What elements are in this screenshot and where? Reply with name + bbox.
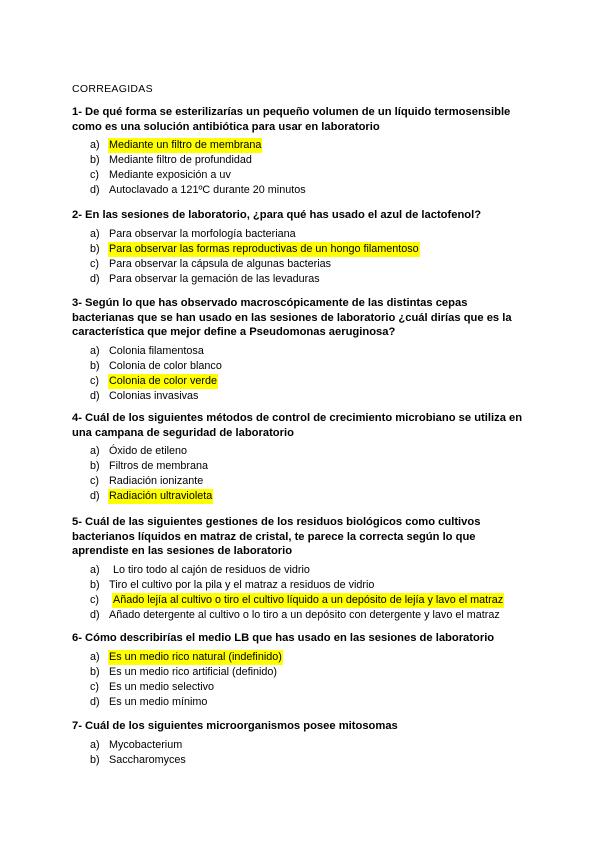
option-text: Colonia de color blanco <box>109 359 222 372</box>
option-letter: b) <box>90 359 100 372</box>
option-c <box>72 168 528 183</box>
option-text: Añado detergente al cultivo o lo tiro a un depósito con detergente y lavo el matraz <box>109 608 500 621</box>
document-header: CORREAGIDAS <box>72 83 153 95</box>
question-7 <box>72 719 528 768</box>
option-b <box>72 359 528 374</box>
option-text: Es un medio selectivo <box>109 680 215 693</box>
option-text: Mycobacterium <box>109 738 183 751</box>
option-a <box>72 650 528 665</box>
option-text: Óxido de etileno <box>109 445 188 457</box>
option-letter: c) <box>90 169 99 181</box>
option-letter: a) <box>90 139 100 151</box>
option-b <box>72 153 528 168</box>
option-text: Mediante filtro de profundidad <box>109 154 252 166</box>
option-a <box>72 138 528 153</box>
highlighted-answer: Mediante un filtro de membrana <box>109 139 262 151</box>
option-d <box>72 183 528 198</box>
option-c <box>72 474 528 489</box>
option-a <box>72 738 528 753</box>
option-letter: b) <box>90 242 100 255</box>
option-text: Radiación ionizante <box>109 475 204 487</box>
option-letter: d) <box>90 272 100 285</box>
question-text: 1- De qué forma se esterilizarías un pequeño volumen de un líquido termosensible como es una solución antibiótica para usar en laboratorio <box>72 106 511 133</box>
option-letter: d) <box>90 490 100 502</box>
option-letter: c) <box>90 257 99 270</box>
highlighted-answer: Colonia de color verde <box>109 374 218 387</box>
question-6 <box>72 631 528 710</box>
option-letter: c) <box>90 374 99 387</box>
option-list <box>72 650 528 710</box>
option-c <box>72 680 528 695</box>
option-text: Tiro el cultivo por la pila y el matraz a residuos de vidrio <box>109 578 375 591</box>
option-b <box>72 459 528 474</box>
highlighted-answer: Es un medio rico natural (indefinido) <box>109 650 282 663</box>
option-letter: b) <box>90 578 100 591</box>
option-a <box>72 227 528 242</box>
option-b <box>72 242 528 257</box>
option-list <box>72 444 528 504</box>
option-text: Autoclavado a 121ºC durante 20 minutos <box>109 184 306 196</box>
option-text: Filtros de membrana <box>109 460 209 472</box>
question-3 <box>72 296 528 404</box>
option-a <box>72 563 528 578</box>
option-b <box>72 578 528 593</box>
option-list <box>72 344 528 404</box>
highlighted-answer: Radiación ultravioleta <box>109 490 213 502</box>
option-letter: b) <box>90 753 100 766</box>
option-letter: b) <box>90 154 100 166</box>
option-text: Mediante exposición a uv <box>109 169 231 181</box>
option-text: Para observar la gemación de las levaduras <box>109 272 320 285</box>
option-letter: c) <box>90 475 99 487</box>
option-letter: a) <box>90 563 100 576</box>
option-text: Para observar la morfología bacteriana <box>109 227 296 240</box>
option-list <box>72 563 528 623</box>
option-letter: a) <box>90 227 100 240</box>
option-b <box>72 753 528 768</box>
highlighted-answer: Para observar las formas reproductivas de un hongo filamentoso <box>109 242 419 255</box>
question-text: 2- En las sesiones de laboratorio, ¿para qué has usado el azul de lactofenol? <box>72 209 482 221</box>
option-c <box>72 593 528 608</box>
option-text: Lo tiro todo al cajón de residuos de vidrio <box>113 563 310 576</box>
option-list <box>72 738 528 768</box>
option-a <box>72 344 528 359</box>
option-letter: b) <box>90 665 100 678</box>
option-text: Colonias invasivas <box>109 389 199 402</box>
option-letter: b) <box>90 460 100 472</box>
option-d <box>72 489 528 504</box>
question-text: 4- Cuál de los siguientes métodos de control de crecimiento microbiano se utiliza en una campana de seguridad de laboratorio <box>72 412 523 439</box>
question-text: 7- Cuál de los siguientes microorganismos posee mitosomas <box>72 720 398 732</box>
option-text: Es un medio rico artificial (definido) <box>109 665 278 678</box>
option-letter: a) <box>90 344 100 357</box>
option-d <box>72 272 528 287</box>
question-5 <box>72 515 528 623</box>
question-text: 6- Cómo describirías el medio LB que has usado en las sesiones de laboratorio <box>72 632 495 644</box>
question-text: 5- Cuál de las siguientes gestiones de los residuos biológicos como cultivos bacterianos líquidos en matraz de cristal, te parece la correcta según lo que aprendiste en las sesiones de laboratorio <box>72 516 481 557</box>
option-text: Saccharomyces <box>109 753 186 766</box>
question-1 <box>72 105 528 198</box>
option-list <box>72 138 528 198</box>
question-2 <box>72 208 528 287</box>
option-letter: c) <box>90 593 99 606</box>
option-text: Para observar la cápsula de algunas bacterias <box>109 257 332 270</box>
highlighted-answer: Añado lejía al cultivo o tiro el cultivo líquido a un depósito de lejía y lavo el matraz <box>113 593 504 606</box>
option-c <box>72 374 528 389</box>
question-4 <box>72 411 528 504</box>
option-letter: d) <box>90 389 100 402</box>
option-d <box>72 608 528 623</box>
option-c <box>72 257 528 272</box>
option-letter: c) <box>90 680 99 693</box>
option-a <box>72 444 528 459</box>
option-text: Es un medio mínimo <box>109 695 208 708</box>
option-letter: d) <box>90 184 100 196</box>
option-letter: d) <box>90 608 100 621</box>
option-letter: d) <box>90 695 100 708</box>
option-list <box>72 227 528 287</box>
option-d <box>72 695 528 710</box>
option-d <box>72 389 528 404</box>
option-letter: a) <box>90 738 100 751</box>
option-b <box>72 665 528 680</box>
option-letter: a) <box>90 445 100 457</box>
option-letter: a) <box>90 650 100 663</box>
question-text: 3- Según lo que has observado macroscópicamente de las distintas cepas bacterianas que se han usado en las sesiones de laboratorio ¿cuál dirías que es la característica que mejor define a Pseudomonas aeruginosa? <box>72 297 512 338</box>
option-text: Colonia filamentosa <box>109 344 204 357</box>
